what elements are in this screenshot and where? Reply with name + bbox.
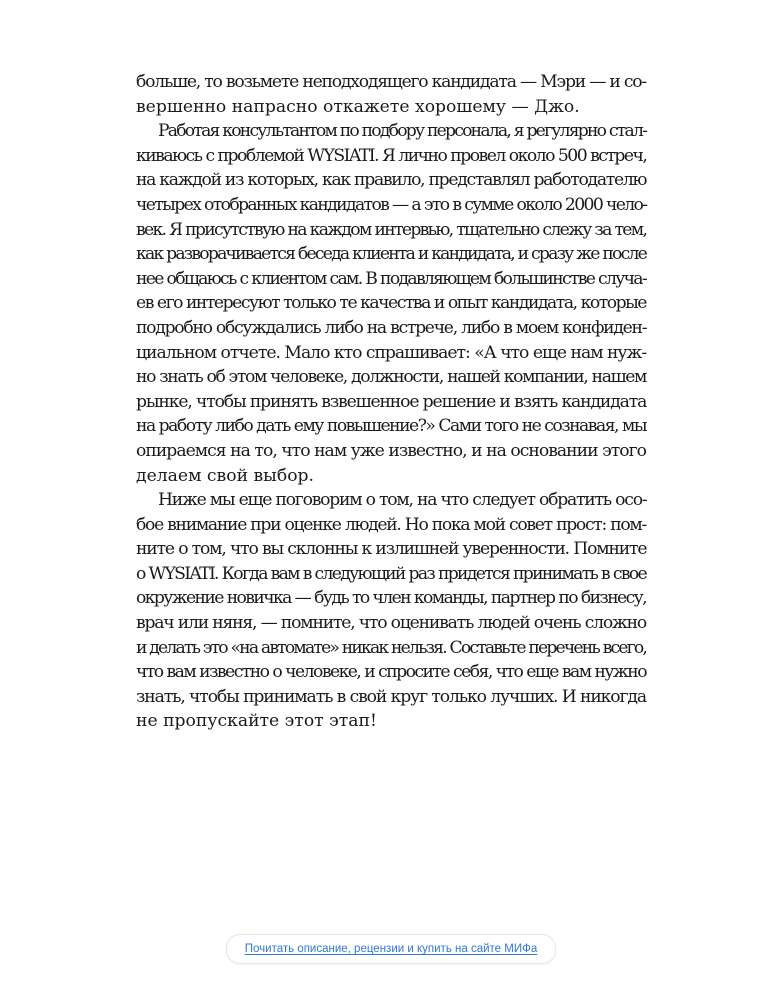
text-line: что вам известно о человеке, и спросите себя, что еще вам нужно	[136, 662, 646, 683]
text-line: бое внимание при оценке людей. Но пока мой совет прост: пом-	[136, 514, 646, 535]
text-line: знать, чтобы принимать в свой круг только лучших. И никогда	[136, 686, 646, 707]
text-line: о WYSIATI. Когда вам в следующий раз придется принимать в свое	[136, 563, 646, 584]
text-line: больше, то возьмете неподходящего кандидата — Мэри — и со-	[136, 72, 646, 92]
text-line: четырех отобранных кандидатов — а это в сумме около 2000 чело-	[136, 194, 647, 215]
text-line: и делать это «на автомате» никак нельзя. Составьте перечень всего,	[136, 637, 646, 658]
text-line: нее общаюсь с клиентом сам. В подавляющем большинстве случа-	[136, 268, 646, 289]
buy-on-site-link[interactable]: Почитать описание, рецензии и купить на сайте МИФа	[244, 943, 538, 955]
text-line: Работая консультантом по подбору персонала, я регулярно стал-	[158, 121, 647, 142]
text-line: не пропускайте этот этап!	[136, 711, 377, 732]
text-line: Ниже мы еще поговорим о том, на что следует обратить осо-	[158, 490, 647, 511]
text-line: вершенно напрасно откажете хорошему — Джо.	[136, 96, 580, 117]
text-line: опираемся на то, что нам уже известно, и на основании этого	[136, 440, 646, 461]
text-line: циальном отчете. Мало кто спрашивает: «А что еще нам нуж-	[136, 342, 647, 363]
text-line: подробно обсуждались либо на встрече, либо в моем конфиден-	[136, 317, 647, 338]
text-line: на каждой из которых, как правило, представлял работодателю	[136, 170, 647, 191]
text-line: делаем свой выбор.	[136, 465, 315, 486]
text-line: ните о том, что вы склонны к излишней уверенности. Помните	[136, 539, 647, 560]
text-line: окружение новичка — будь то член команды, партнер по бизнесу,	[136, 588, 646, 609]
text-line: ев его интересуют только те качества и опыт кандидата, которые	[136, 293, 646, 314]
text-line: но знать об этом человеке, должности, нашей компании, нашем	[136, 367, 647, 388]
text-line: на работу либо дать ему повышение?» Сами того не сознавая, мы	[136, 416, 646, 437]
body-text	[136, 70, 646, 734]
text-line: врач или няня, — помните, что оценивать людей очень сложно	[136, 613, 646, 634]
text-line: киваюсь с проблемой WYSIATI. Я лично провел около 500 встреч,	[136, 145, 647, 166]
footer-link-container	[226, 934, 556, 964]
text-line: как разворачивается беседа клиента и кандидата, и сразу же после	[136, 244, 646, 265]
text-line: век. Я присутствую на каждом интервью, тщательно слежу за тем,	[136, 219, 647, 240]
text-line: рынке, чтобы принять взвешенное решение и взять кандидата	[136, 391, 647, 412]
